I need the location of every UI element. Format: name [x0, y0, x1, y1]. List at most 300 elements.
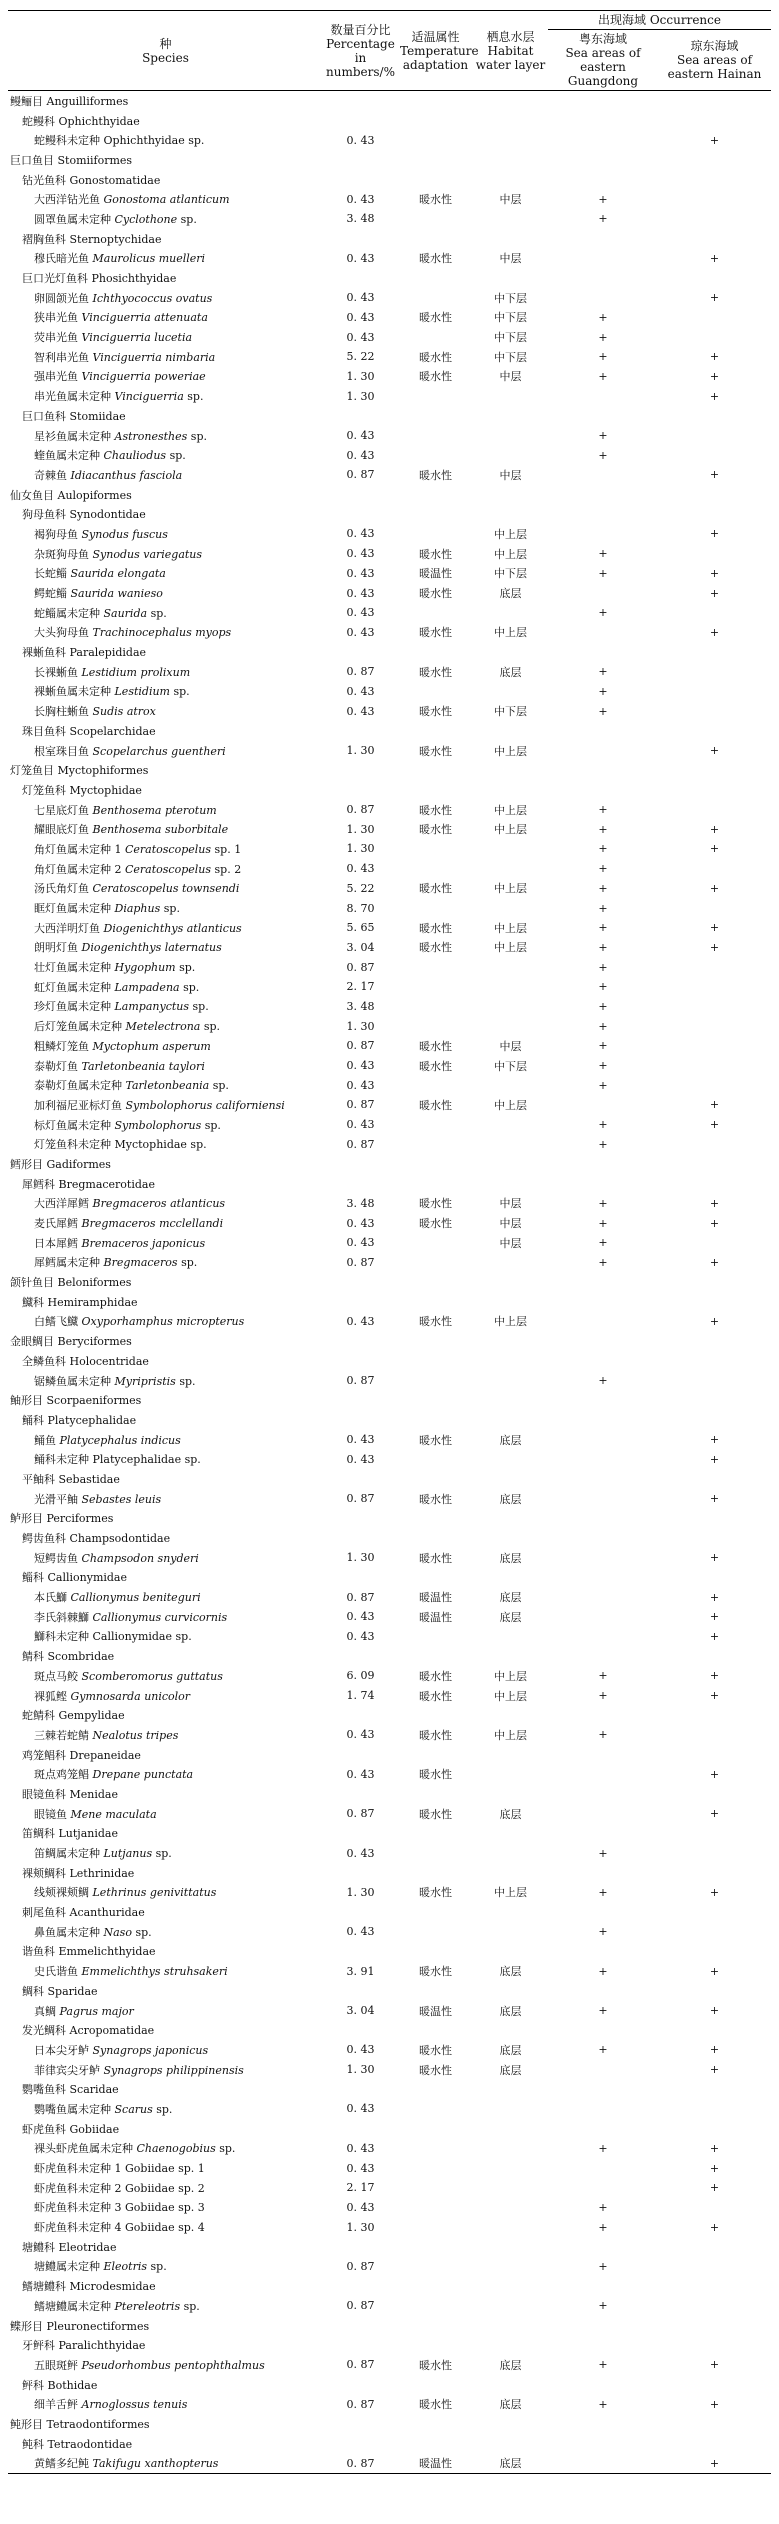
species-row [8, 1075, 771, 1095]
name-cell [8, 2394, 323, 2414]
species-row [8, 997, 771, 1017]
hainan-cell [658, 1174, 771, 1194]
percent-cell [323, 111, 398, 131]
hainan-cell [658, 2020, 771, 2040]
temperature-cell [398, 2414, 473, 2434]
guangdong-cell [548, 2119, 658, 2139]
guangdong-cell [548, 1745, 658, 1765]
hainan-cell [658, 2198, 771, 2218]
species-name: 加利福尼亚标灯鱼 [34, 1098, 122, 1112]
percent-cell [323, 150, 398, 170]
order-row [8, 1390, 771, 1410]
scientific-name: Diogenichthys atlanticus [103, 921, 242, 935]
habitat-cell [473, 1174, 548, 1194]
name-cell [8, 997, 323, 1017]
name-cell [8, 2040, 323, 2060]
species-row [8, 308, 771, 328]
name-cell [8, 150, 323, 170]
temperature-cell [398, 1902, 473, 1922]
species-row [8, 1253, 771, 1273]
name-cell [8, 465, 323, 485]
page [0, 10, 779, 2524]
species-row [8, 1115, 771, 1135]
hainan-cell [658, 957, 771, 977]
percent-cell: 0. 87 [346, 665, 375, 679]
species-name: 史氏谐鱼 [34, 1965, 78, 1979]
species-name: 裸狐鲣 [34, 1689, 67, 1703]
hainan-cell: + [709, 1196, 720, 1210]
percent-cell [323, 2119, 398, 2139]
species-name: 七星底灯鱼 [34, 803, 89, 817]
guangdong-cell: + [598, 606, 608, 620]
habitat-cell [473, 1016, 548, 1036]
guangdong-cell [548, 1942, 658, 1962]
name-cell [8, 2217, 323, 2237]
species-row [8, 386, 771, 406]
scientific-name: Eleotris [103, 2260, 148, 2274]
hainan-cell [658, 544, 771, 564]
species-name: 鹦嘴鱼属未定种 [34, 2102, 111, 2116]
temperature-cell [398, 859, 473, 879]
habitat-cell: 底层 [499, 2358, 522, 2372]
name-cell [8, 1764, 323, 1784]
species-name: 裸蜥鱼属未定种 [34, 685, 111, 699]
habitat-cell [473, 2099, 548, 2119]
guangdong-cell: + [598, 881, 608, 895]
species-name: 珍灯鱼属未定种 [34, 1000, 111, 1014]
name-cell [8, 1312, 323, 1332]
name-cell [8, 111, 323, 131]
hainan-cell [658, 2237, 771, 2257]
temperature-cell [398, 1154, 473, 1174]
habitat-cell [473, 2119, 548, 2139]
species-suffix: sp. [156, 2102, 173, 2116]
hainan-cell [658, 1705, 771, 1725]
habitat-cell [473, 1843, 548, 1863]
name-cell [8, 2414, 323, 2434]
species-row [8, 1843, 771, 1863]
name-cell [8, 189, 323, 209]
temperature-cell [398, 1469, 473, 1489]
temperature-cell: 暖水性 [419, 468, 452, 482]
family-row [8, 2375, 771, 2395]
name-cell [8, 682, 323, 702]
species-row [8, 1883, 771, 1903]
habitat-cell [473, 426, 548, 446]
species-name: 大西洋明灯鱼 [34, 921, 100, 935]
species-name: 褐狗母鱼 [34, 527, 78, 541]
name-cell [8, 2257, 323, 2277]
temperature-cell: 暖水性 [419, 823, 452, 837]
habitat-cell [473, 1272, 548, 1292]
habitat-cell [473, 386, 548, 406]
order-row [8, 1154, 771, 1174]
header-habitat-cn: 栖息水层 [486, 29, 535, 44]
temperature-cell: 暖水性 [419, 1728, 452, 1742]
scientific-name: Myripristis [114, 1374, 176, 1388]
scientific-name: Callionymus beniteguri [70, 1591, 201, 1605]
scientific-name: Saurida wanieso [70, 587, 163, 601]
hainan-cell [658, 2335, 771, 2355]
order-row [8, 1272, 771, 1292]
hainan-cell [658, 800, 771, 820]
family-row [8, 504, 771, 524]
habitat-cell: 中上层 [494, 1886, 527, 1900]
guangdong-cell [548, 1489, 658, 1509]
header-gd-cn: 粤东海域 [578, 32, 627, 46]
percent-cell: 0. 43 [346, 1078, 375, 1092]
name-cell [8, 249, 323, 269]
scientific-name: Callionymus curvicornis [92, 1610, 228, 1624]
name-cell [8, 1489, 323, 1509]
scientific-name: Synodus fuscus [81, 527, 168, 541]
name-cell [8, 2316, 323, 2336]
guangdong-cell [548, 504, 658, 524]
name-cell [8, 1036, 323, 1056]
species-name: 塘鳢属未定种 [34, 2260, 100, 2274]
name-cell [8, 1981, 323, 2001]
species-suffix: sp. [187, 390, 204, 404]
header-habitat-en: Habitat water layer [475, 43, 546, 72]
name-cell [8, 327, 323, 347]
guangdong-cell: + [598, 547, 608, 561]
percent-cell [323, 1292, 398, 1312]
species-name: 刺尾鱼科 Acanthuridae [22, 1906, 145, 1920]
family-row [8, 406, 771, 426]
species-row [8, 524, 771, 544]
species-suffix: sp. [212, 1079, 229, 1093]
species-name: 卵圆颌光鱼 [34, 291, 89, 305]
guangdong-cell [548, 1469, 658, 1489]
guangdong-cell: + [598, 192, 608, 206]
species-name: 强串光鱼 [34, 370, 78, 384]
species-name: 笛鲷科 Lutjanidae [22, 1827, 118, 1841]
name-cell [8, 662, 323, 682]
species-name: 鲻科 Callionymidae [22, 1571, 128, 1585]
hainan-cell: + [709, 389, 720, 403]
species-row [8, 859, 771, 879]
temperature-cell [398, 1410, 473, 1430]
guangdong-cell: + [598, 1118, 608, 1132]
species-row [8, 2040, 771, 2060]
guangdong-cell [548, 1587, 658, 1607]
family-row [8, 1824, 771, 1844]
name-cell [8, 2020, 323, 2040]
guangdong-cell [548, 268, 658, 288]
guangdong-cell [548, 1430, 658, 1450]
hainan-cell [658, 780, 771, 800]
species-suffix: sp. [150, 606, 167, 620]
habitat-cell: 中下层 [494, 567, 527, 581]
species-suffix: sp. 2 [214, 862, 242, 876]
species-name: 鲷科 Sparidae [22, 1984, 98, 1998]
habitat-cell [473, 1627, 548, 1647]
family-row [8, 1351, 771, 1371]
guangdong-cell [548, 2454, 658, 2474]
hainan-cell [658, 406, 771, 426]
species-name: 鲭科 Scombridae [22, 1650, 115, 1664]
habitat-cell [473, 485, 548, 505]
temperature-cell [398, 1528, 473, 1548]
guangdong-cell [548, 1627, 658, 1647]
species-suffix: sp. [180, 212, 197, 226]
percent-cell: 0. 43 [346, 704, 375, 718]
name-cell [8, 347, 323, 367]
species-row [8, 209, 771, 229]
hainan-cell [658, 426, 771, 446]
species-name: 鱵科 Hemiramphidae [22, 1295, 138, 1309]
hainan-cell [658, 2296, 771, 2316]
hainan-cell: + [709, 2220, 720, 2234]
guangdong-cell: + [598, 212, 608, 226]
guangdong-cell: + [598, 901, 608, 915]
hainan-cell [658, 760, 771, 780]
percent-cell: 0. 43 [346, 429, 375, 443]
scientific-name: Tarletonbeania taylori [81, 1059, 205, 1073]
header-hn-en: Sea areas of eastern Hainan [667, 53, 762, 81]
percent-cell [323, 760, 398, 780]
species-row [8, 623, 771, 643]
name-cell [8, 209, 323, 229]
habitat-cell [473, 1469, 548, 1489]
habitat-cell: 中上层 [494, 527, 527, 541]
species-name: 褶胸鱼科 Sternoptychidae [22, 232, 162, 246]
species-row [8, 465, 771, 485]
species-name: 穆氏暗光鱼 [34, 252, 89, 266]
species-suffix: sp. [204, 1118, 221, 1132]
temperature-cell [398, 1174, 473, 1194]
temperature-cell: 暖温性 [419, 2004, 452, 2018]
percent-cell [323, 1351, 398, 1371]
species-name: 巨口光灯鱼科 Phosichthyidae [22, 272, 177, 286]
guangdong-cell [548, 2158, 658, 2178]
temperature-cell [398, 1981, 473, 2001]
scientific-name: Vinciguerria attenuata [81, 311, 208, 325]
percent-cell [323, 2434, 398, 2454]
hainan-cell [658, 997, 771, 1017]
hainan-cell: + [709, 625, 720, 639]
guangdong-cell [548, 465, 658, 485]
name-cell [8, 938, 323, 958]
temperature-cell: 暖水性 [419, 252, 452, 266]
habitat-cell [473, 1745, 548, 1765]
guangdong-cell: + [598, 350, 608, 364]
species-row [8, 2139, 771, 2159]
name-cell [8, 1213, 323, 1233]
species-row [8, 249, 771, 269]
habitat-cell [473, 1351, 548, 1371]
temperature-cell [398, 1863, 473, 1883]
percent-cell [323, 2237, 398, 2257]
hainan-cell [658, 682, 771, 702]
guangdong-cell [548, 1824, 658, 1844]
species-name: 长裸蜥鱼 [34, 665, 78, 679]
scientific-name: Oxyporhamphus micropterus [81, 1315, 245, 1329]
habitat-cell: 中下层 [494, 705, 527, 719]
hainan-cell: + [709, 881, 720, 895]
guangdong-cell: + [598, 999, 608, 1013]
name-cell [8, 1607, 323, 1627]
hainan-cell [658, 1824, 771, 1844]
scientific-name: Pseudorhombus pentophthalmus [81, 2358, 265, 2372]
temperature-cell [398, 2217, 473, 2237]
header-species-en: Species [142, 50, 189, 65]
hainan-cell [658, 111, 771, 131]
guangdong-cell: + [598, 310, 608, 324]
temperature-cell [398, 1134, 473, 1154]
family-row [8, 2335, 771, 2355]
species-row [8, 879, 771, 899]
guangdong-cell: + [598, 429, 608, 443]
name-cell [8, 1469, 323, 1489]
temperature-cell: 暖水性 [419, 665, 452, 679]
species-name: 鹦嘴鱼科 Scaridae [22, 2083, 119, 2097]
hainan-cell: + [709, 2004, 720, 2018]
species-row [8, 1725, 771, 1745]
species-name: 鲀形目 Tetraodontiformes [10, 2417, 150, 2431]
species-row [8, 288, 771, 308]
species-row [8, 1056, 771, 1076]
percent-cell: 0. 87 [346, 1039, 375, 1053]
guangdong-cell: + [598, 566, 608, 580]
scientific-name: Bregmaceros [103, 1256, 178, 1270]
species-name: 鲈形目 Perciformes [10, 1512, 114, 1526]
guangdong-cell [548, 1154, 658, 1174]
temperature-cell [398, 957, 473, 977]
percent-cell: 0. 43 [346, 1846, 375, 1860]
species-name: 仙女鱼目 Aulopiformes [10, 488, 132, 502]
family-row [8, 1469, 771, 1489]
name-cell [8, 1843, 323, 1863]
percent-cell: 1. 30 [346, 369, 375, 383]
family-row [8, 1902, 771, 1922]
scientific-name: Maurolicus muelleri [92, 252, 206, 266]
species-name: 钻光鱼科 Gonostomatidae [22, 173, 161, 187]
temperature-cell: 暖水性 [419, 1315, 452, 1329]
header-gd [548, 30, 658, 91]
habitat-cell [473, 1390, 548, 1410]
habitat-cell [473, 1253, 548, 1273]
name-cell [8, 1331, 323, 1351]
family-row [8, 1292, 771, 1312]
habitat-cell: 中层 [499, 193, 522, 207]
guangdong-cell: + [598, 862, 608, 876]
species-row [8, 800, 771, 820]
temperature-cell [398, 111, 473, 131]
species-row [8, 1095, 771, 1115]
temperature-cell [398, 504, 473, 524]
habitat-cell [473, 1292, 548, 1312]
habitat-cell [473, 91, 548, 111]
scientific-name: Ptereleotris [114, 2299, 181, 2313]
species-name: 蝰鱼属未定种 [34, 449, 100, 463]
species-name: 日本犀鳕 [34, 1236, 78, 1250]
guangdong-cell [548, 249, 658, 269]
name-cell [8, 1410, 323, 1430]
species-row [8, 544, 771, 564]
guangdong-cell: + [598, 1374, 608, 1388]
name-cell [8, 603, 323, 623]
name-cell [8, 1233, 323, 1253]
habitat-cell [473, 2434, 548, 2454]
habitat-cell [473, 2217, 548, 2237]
species-name: 颌针鱼目 Beloniformes [10, 1276, 132, 1290]
scientific-name: Saurida elongata [70, 567, 166, 581]
scientific-name: Synodus variegatus [92, 547, 203, 561]
habitat-cell [473, 1942, 548, 1962]
guangdong-cell [548, 130, 658, 150]
name-cell [8, 898, 323, 918]
name-cell [8, 2178, 323, 2198]
habitat-cell [473, 997, 548, 1017]
hainan-cell [658, 1331, 771, 1351]
name-cell [8, 406, 323, 426]
name-cell [8, 721, 323, 741]
percent-cell: 0. 43 [346, 2102, 375, 2116]
percent-cell [323, 2276, 398, 2296]
species-name: 狭串光鱼 [34, 311, 78, 325]
scientific-name: Ceratoscopelus [125, 862, 212, 876]
guangdong-cell [548, 623, 658, 643]
temperature-cell [398, 1449, 473, 1469]
temperature-cell [398, 2434, 473, 2454]
percent-cell [323, 780, 398, 800]
habitat-cell: 中下层 [494, 350, 527, 364]
species-name: 虾虎鱼科未定种 4 Gobiidae sp. 4 [34, 2221, 205, 2235]
species-row [8, 603, 771, 623]
hainan-cell: + [709, 1885, 720, 1899]
hainan-cell: + [709, 566, 720, 580]
temperature-cell [398, 1568, 473, 1588]
guangdong-cell [548, 1784, 658, 1804]
hainan-cell [658, 1233, 771, 1253]
habitat-cell: 中上层 [494, 1689, 527, 1703]
guangdong-cell [548, 1509, 658, 1529]
species-row [8, 1134, 771, 1154]
species-name: 奇棘鱼 [34, 468, 67, 482]
family-row [8, 1942, 771, 1962]
name-cell [8, 2060, 323, 2080]
temperature-cell [398, 1646, 473, 1666]
guangdong-cell [548, 741, 658, 761]
habitat-cell: 中层 [499, 1217, 522, 1231]
name-cell [8, 564, 323, 584]
temperature-cell: 暖水性 [419, 705, 452, 719]
order-row [8, 485, 771, 505]
species-row [8, 1213, 771, 1233]
hainan-cell [658, 701, 771, 721]
species-name: 鲬鱼 [34, 1433, 56, 1447]
habitat-cell [473, 1449, 548, 1469]
percent-cell [323, 2375, 398, 2395]
habitat-cell [473, 1075, 548, 1095]
header-species [8, 11, 323, 91]
guangdong-cell [548, 229, 658, 249]
scientific-name: Lestidium prolixum [81, 665, 191, 679]
guangdong-cell [548, 2020, 658, 2040]
habitat-cell: 底层 [499, 1807, 522, 1821]
hainan-cell [658, 603, 771, 623]
name-cell [8, 386, 323, 406]
guangdong-cell: + [598, 940, 608, 954]
scientific-name: Diaphus [114, 902, 161, 916]
percent-cell: 1. 30 [346, 1885, 375, 1899]
guangdong-cell: + [598, 448, 608, 462]
species-name: 鲆科 Bothidae [22, 2378, 98, 2392]
species-suffix: sp. [179, 961, 196, 975]
temperature-cell: 暖水性 [419, 1098, 452, 1112]
name-cell [8, 367, 323, 387]
